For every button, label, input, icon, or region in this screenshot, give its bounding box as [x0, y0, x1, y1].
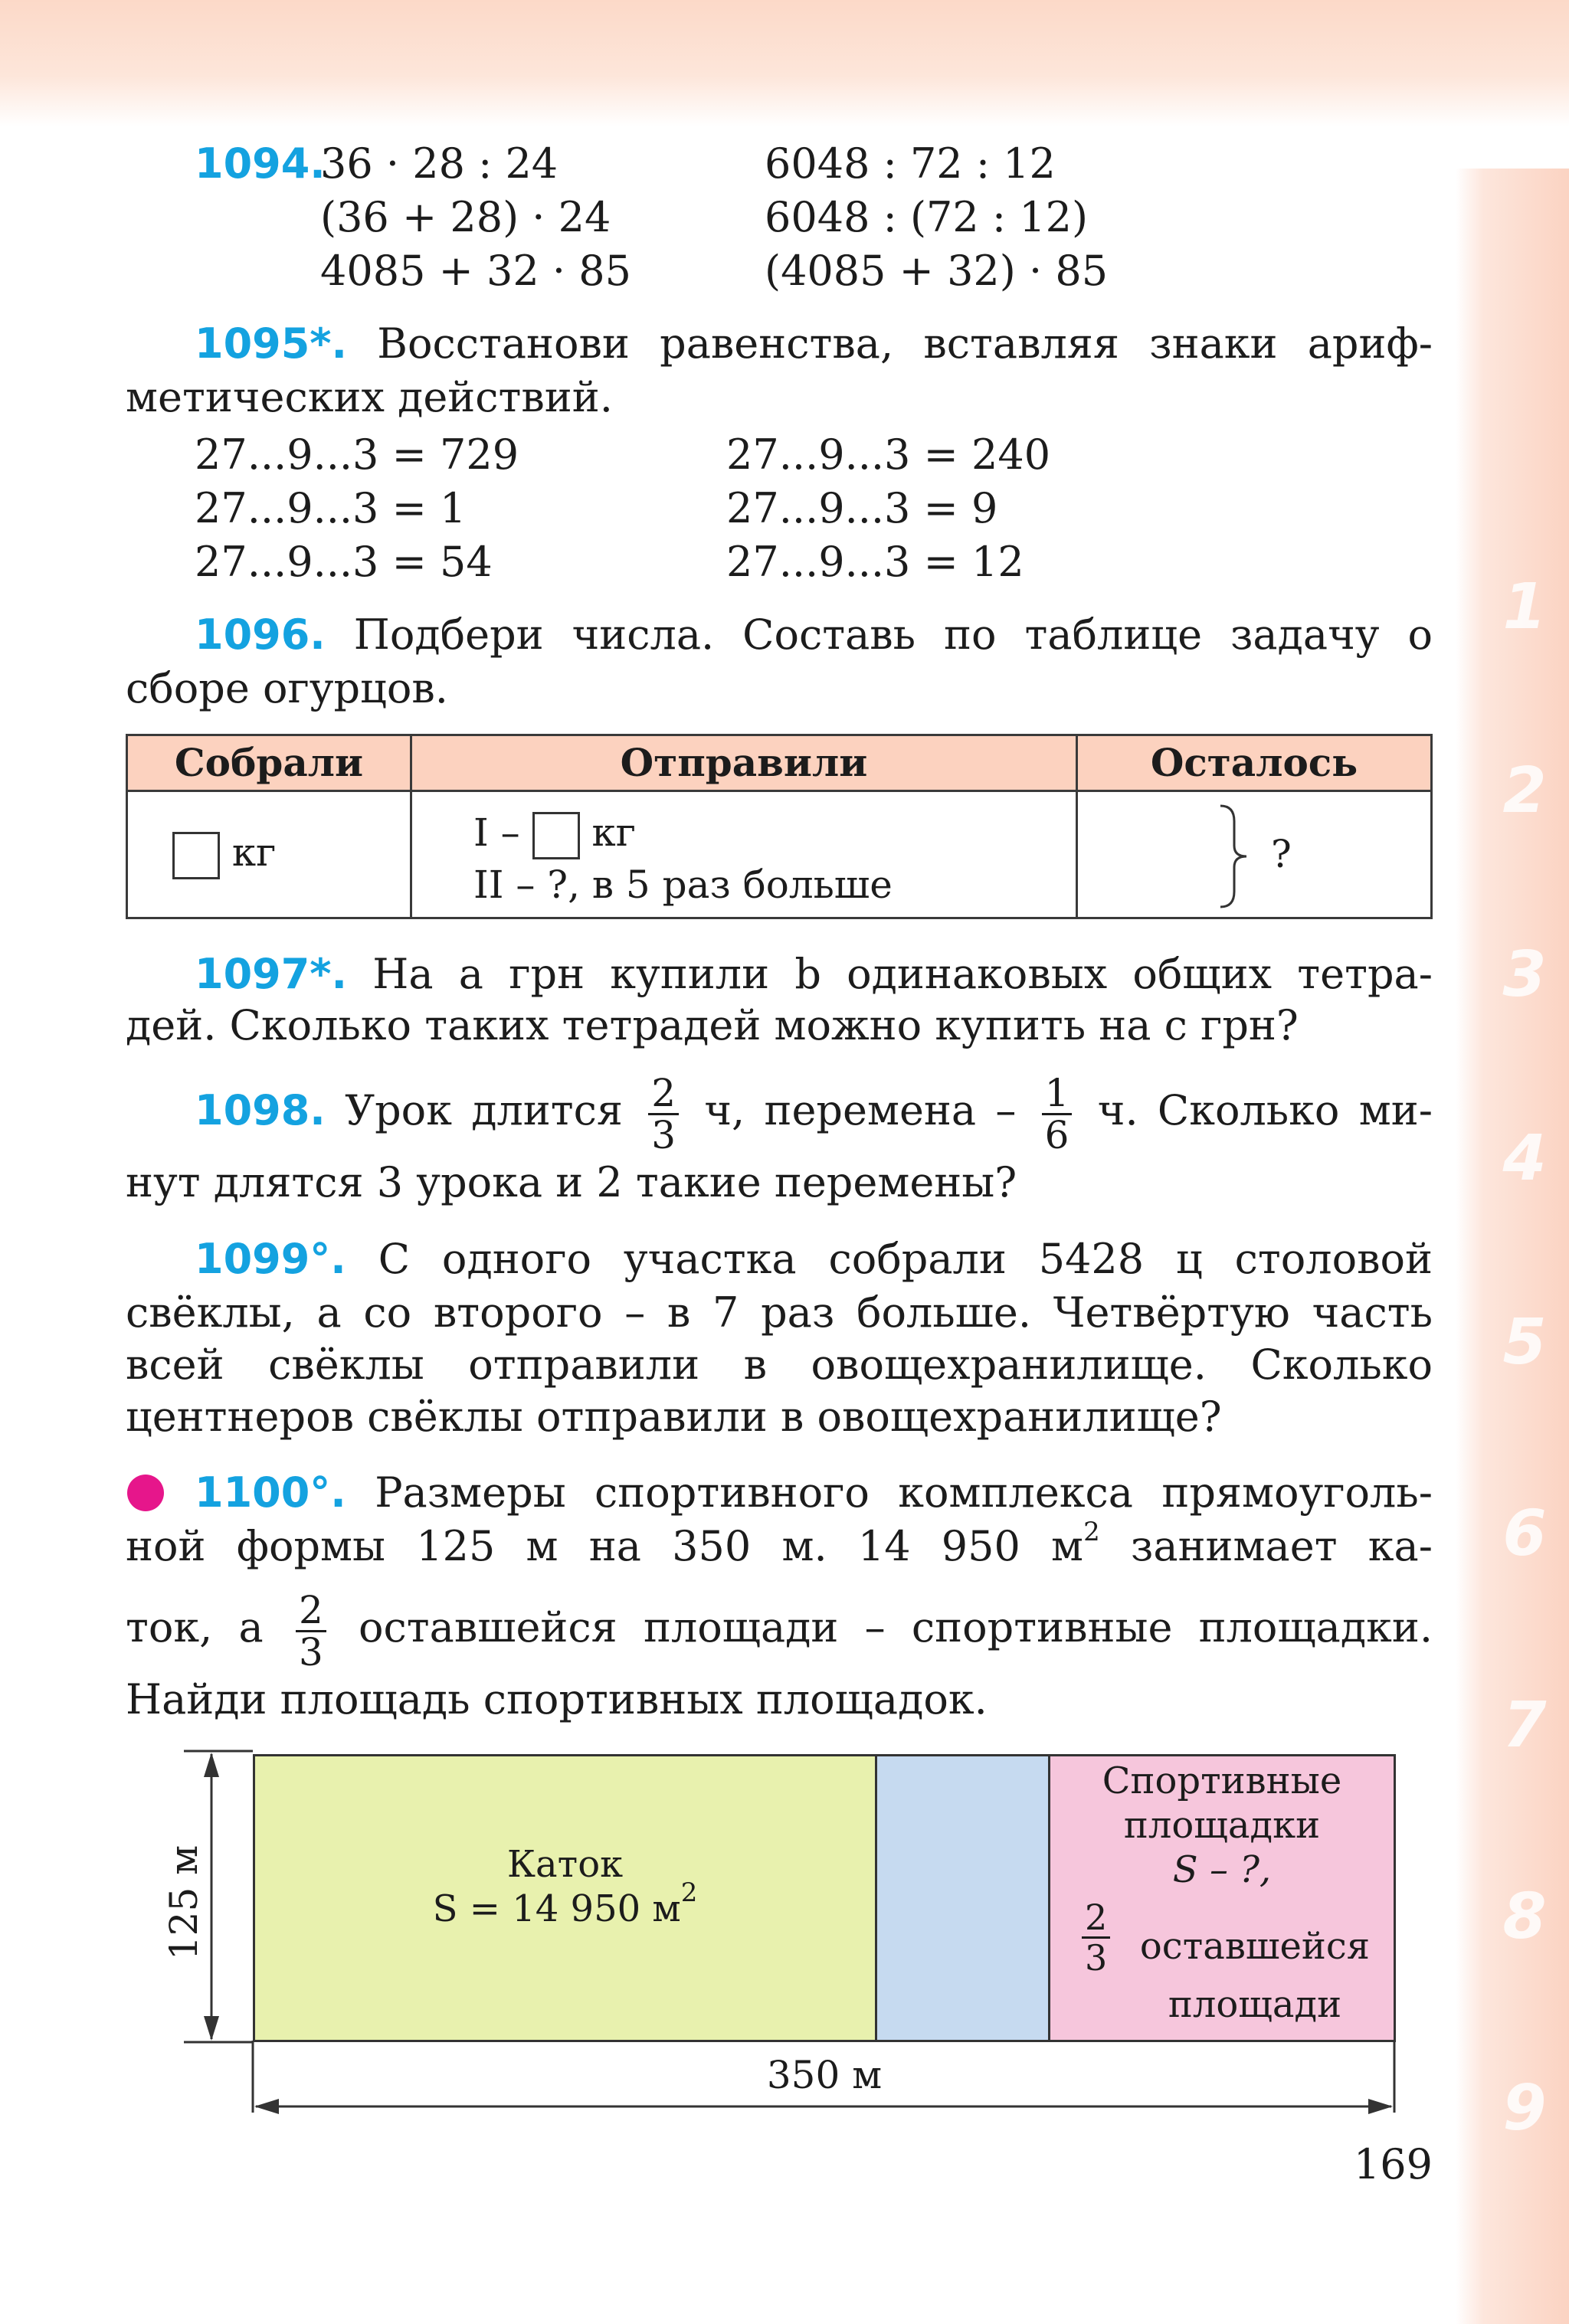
problem-1100-line: [195, 1467, 1433, 1519]
side-number: 6: [1502, 1498, 1547, 1570]
fraction-denominator: 3: [651, 1112, 676, 1157]
fraction: [296, 1587, 326, 1674]
problem-number-1097: 1097*.: [195, 950, 348, 998]
problem-number-1098: 1098.: [195, 1086, 326, 1134]
side-number: 7: [1502, 1689, 1547, 1762]
cucumber-table: [126, 734, 1433, 919]
fraction-numerator: 2: [1082, 1898, 1110, 1939]
expression: 6048 : (72 : 12): [765, 193, 1089, 241]
side-number: 1: [1502, 571, 1547, 643]
problem-text: На a грн купили b одинаковых общих тетра-: [372, 950, 1433, 998]
problem-1096-line: [195, 609, 1433, 661]
side-number: 4: [1502, 1122, 1547, 1195]
page-number: 169: [1353, 2140, 1433, 2188]
superscript: 2: [680, 1877, 698, 1908]
equation: 27...9...3 = 12: [726, 538, 1024, 586]
problem-text: дей. Сколько таких тетрадей можно купить на c грн?: [126, 1001, 1299, 1049]
equation: 27...9...3 = 1: [195, 484, 467, 532]
problem-text: ной формы 125 м на 350 м. 14 950 м: [126, 1522, 1084, 1570]
fraction: [1082, 1898, 1110, 1977]
problem-text: центнеров свёклы отправили в овощехранилище?: [126, 1393, 1222, 1441]
equation: 27...9...3 = 240: [726, 430, 1051, 479]
problem-text-line: [126, 1582, 1433, 1674]
problem-text: ч. Сколько ми-: [1097, 1086, 1433, 1134]
fraction-denominator: 3: [1085, 1937, 1108, 1979]
sent-row-2: II – ?, в 5 раз больше: [473, 862, 893, 907]
unit-label: кг: [591, 810, 636, 855]
blank-box: [532, 812, 580, 859]
problem-text: занимает ка-: [1130, 1522, 1433, 1570]
table-cell-sent: [410, 790, 1078, 919]
problem-text: С одного участка собрали 5428 ц столовой: [378, 1235, 1433, 1283]
problem-number-1099: 1099°.: [195, 1235, 346, 1283]
problem-text-line: [126, 1517, 1433, 1573]
problem-text: всей свёклы отправили в овощехранилище. Сколько: [126, 1340, 1433, 1389]
sports-label-line: S – ?,: [1172, 1848, 1272, 1891]
side-number: 9: [1502, 2072, 1547, 2145]
side-number: 2: [1502, 754, 1547, 827]
problem-text: Подбери числа. Составь по таблице задачу о: [353, 610, 1433, 659]
problem-number-1095: 1095*.: [195, 319, 348, 368]
superscript: 2: [1083, 1517, 1100, 1547]
problem-text: нут длятся 3 урока и 2 такие перемены?: [126, 1158, 1017, 1206]
expression: 6048 : 72 : 12: [765, 139, 1056, 188]
problem-text: ток, а: [126, 1603, 264, 1651]
table-cell-remaining: [1076, 790, 1433, 919]
fraction-denominator: 6: [1044, 1112, 1069, 1157]
top-decor-band: [0, 0, 1569, 126]
problem-1098-line: [195, 1065, 1433, 1157]
table-header: Собрали: [126, 734, 412, 792]
difficulty-dot-icon: [127, 1475, 164, 1511]
equation: 27...9...3 = 729: [195, 430, 519, 479]
equation: 27...9...3 = 54: [195, 538, 493, 586]
blank-box: [172, 832, 220, 879]
table-header: Отправили: [410, 734, 1078, 792]
problem-text: Восстанови равенства, вставляя знаки ариф-: [377, 319, 1433, 368]
side-number: 3: [1502, 938, 1547, 1011]
problem-text: оставшейся площади – спортивные площадки.: [359, 1603, 1433, 1651]
middle-area: [875, 1754, 1050, 2042]
problem-text: свёклы, а со второго – в 7 раз больше. Четвёртую часть: [126, 1288, 1433, 1337]
table-header: Осталось: [1076, 734, 1433, 792]
fraction-numerator: 2: [648, 1073, 679, 1115]
problem-1099-line: [195, 1233, 1433, 1285]
width-label: 350 м: [766, 2053, 883, 2097]
unit-label: кг: [231, 830, 277, 875]
problem-1097-line: [195, 948, 1433, 1000]
brace-icon: [1214, 803, 1253, 910]
expression: 36 · 28 : 24: [320, 139, 558, 188]
sports-label-line: площадки: [1123, 1804, 1321, 1847]
expression: (4085 + 32) · 85: [765, 247, 1109, 295]
expression: (36 + 28) · 24: [320, 193, 611, 241]
fraction: [648, 1070, 679, 1157]
problem-number-1100: 1100°.: [195, 1468, 346, 1517]
problem-text: ч, перемена –: [704, 1086, 1017, 1134]
remaining-value: ?: [1271, 832, 1292, 876]
fraction-numerator: 2: [296, 1590, 326, 1632]
rink-area-label: [253, 1877, 877, 1931]
expression: 4085 + 32 · 85: [320, 247, 631, 295]
problem-text: Найди площадь спортивных площадок.: [126, 1675, 988, 1723]
sports-label-line: оставшейся: [1139, 1925, 1371, 1968]
problem-text: метических действий.: [126, 373, 613, 421]
fraction-numerator: 1: [1042, 1073, 1073, 1115]
problem-text: Урок длится: [345, 1086, 623, 1134]
side-number: 5: [1502, 1306, 1547, 1379]
equation: 27...9...3 = 9: [726, 484, 998, 532]
problem-number-1096: 1096.: [195, 610, 326, 659]
sports-label-line: площади: [1168, 1983, 1342, 2026]
sent-row-1: I –: [473, 810, 520, 855]
problem-number-1094: 1094.: [195, 139, 326, 188]
side-number: 8: [1502, 1880, 1547, 1953]
height-label: 125 м: [162, 1844, 206, 1961]
sports-label-line: Спортивные: [1102, 1759, 1342, 1802]
rink-title: Каток: [506, 1843, 624, 1886]
problem-1095-line: [195, 318, 1433, 370]
table-cell-collected: [126, 790, 412, 919]
fraction: [1042, 1070, 1073, 1157]
side-decor-band: [1456, 169, 1569, 2324]
fraction-denominator: 3: [298, 1629, 323, 1674]
rink-area-text: S = 14 950 м: [432, 1887, 681, 1930]
problem-text: сборе огурцов.: [126, 664, 448, 712]
problem-text: Размеры спортивного комплекса прямоуголь-: [375, 1468, 1433, 1517]
